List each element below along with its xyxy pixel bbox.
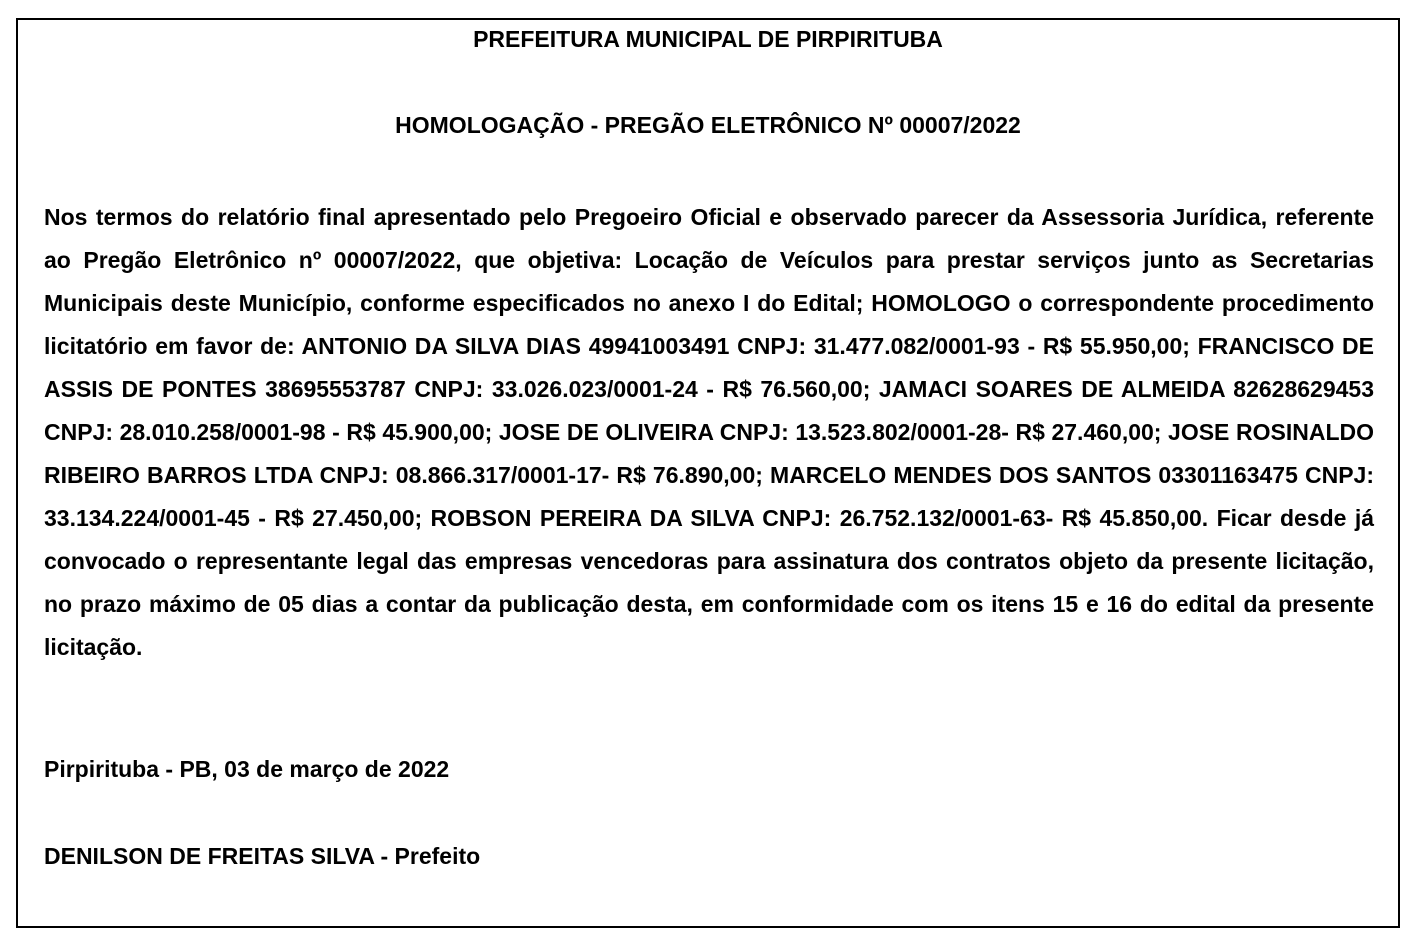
notice-body: Nos termos do relatório final apresentado pelo Pregoeiro Oficial e observado parecer da Assessoria Jurídica, referente ao Pregão Eletrônico nº 00007/2022, que objetiva: Locação de Veículos para prestar serviços junto as Secretarias Municipais deste Município, conforme especificados no anexo I do Edital; HOMOLOGO o correspondente procedimento licitatório em favor de: ANTONIO DA SILVA DIAS 49941003491 CNPJ: 31.477.082/0001-93 - R$ 55.950,00; FRANCISCO DE ASSIS DE PONTES 38695553787 CNPJ: 33.026.023/0001-24 - R$ 76.560,00; JAMACI SOARES DE ALMEIDA 82628629453 CNPJ: 28.010.258/0001-98 - R$ 45.900,00; JOSE DE OLIVEIRA CNPJ: 13.523.802/0001-28- R$ 27.460,00; JOSE ROSINALDO RIBEIRO BARROS LTDA CNPJ: 08.866.317/0001-17- R$ 76.890,00; MARCELO MENDES DOS SANTOS 03301163475 CNPJ: 33.134.224/0001-45 - R$ 27.450,00; ROBSON PEREIRA DA SILVA CNPJ: 26.752.132/0001-63- R$ 45.850,00. Ficar desde já convocado o representante legal das empresas vencedoras para assinatura dos contratos objeto da presente licitação, no prazo máximo de 05 dias a contar da publicação desta, em conformidade com os itens 15 e 16 do edital da presente licitação.	[44, 204, 1374, 660]
notice-frame	[16, 18, 1400, 928]
notice-title: HOMOLOGAÇÃO - PREGÃO ELETRÔNICO Nº 00007/2022	[395, 112, 1021, 138]
signature-line: DENILSON DE FREITAS SILVA - Prefeito	[44, 843, 481, 869]
organization-heading: PREFEITURA MUNICIPAL DE PIRPIRITUBA	[473, 26, 943, 52]
place-date: Pirpirituba - PB, 03 de março de 2022	[44, 756, 450, 782]
